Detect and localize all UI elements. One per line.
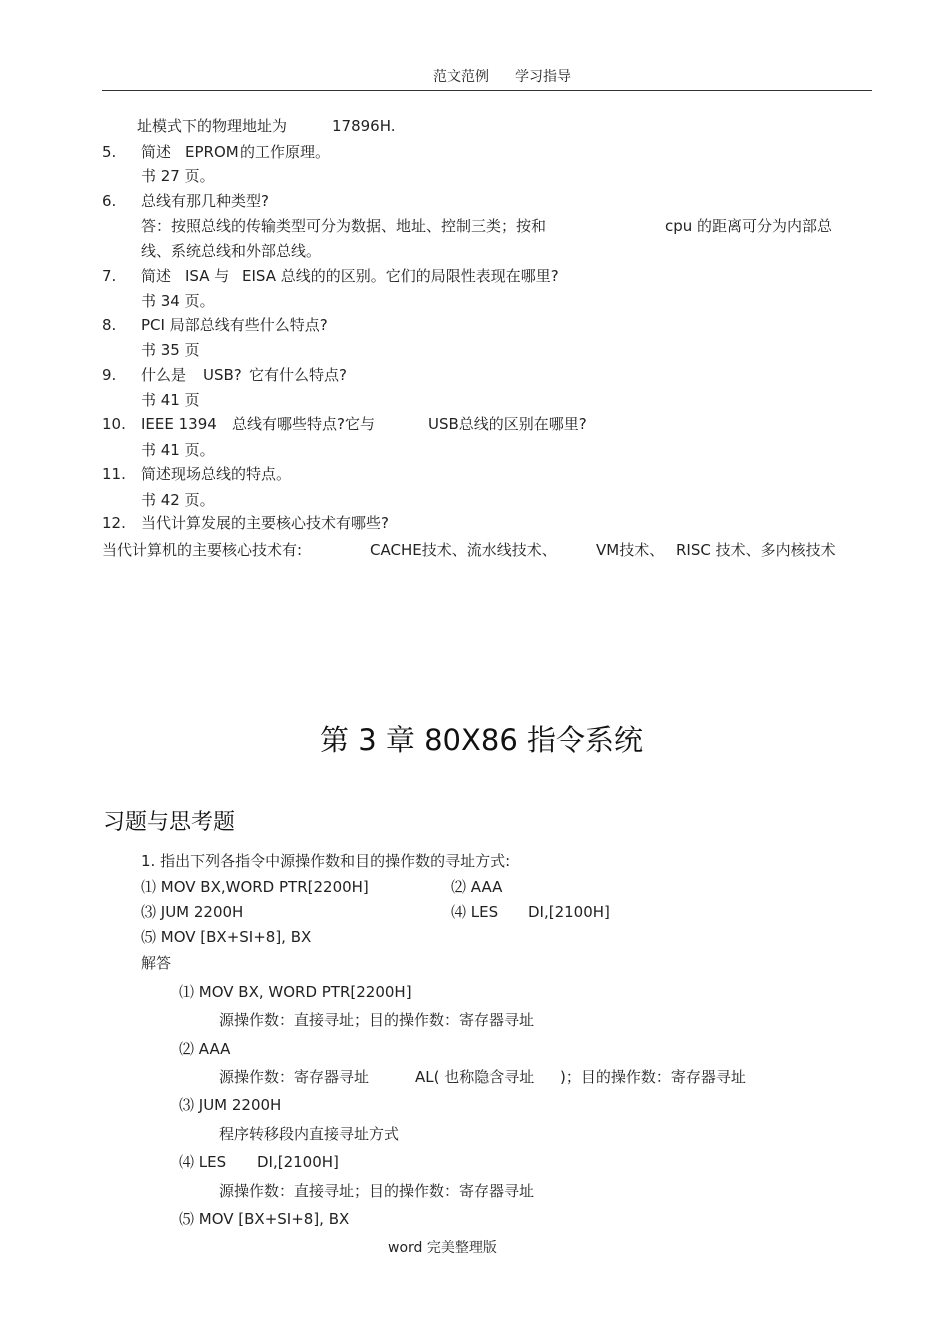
question-number: 11. (102, 465, 126, 483)
answer-text: cpu 的距离可分为内部总 (665, 217, 833, 235)
answer-detail: AL( 也称隐含寻址 (415, 1068, 535, 1086)
instruction-item: ⑸ MOV [BX+SI+8], BX (141, 928, 312, 946)
question-text: 简述现场总线的特点。 (141, 465, 292, 483)
answer-title: ⑶ JUM 2200H (179, 1096, 282, 1114)
core-tech-text: CACHE技术、流水线技术、 (370, 541, 557, 559)
question-text: ISA 与 (185, 267, 230, 285)
answer-title: DI,[2100H] (257, 1153, 339, 1171)
question-text: USB总线的区别在哪里? (428, 415, 587, 433)
answer-title: ⑷ LES (179, 1153, 227, 1171)
core-tech-text: VM技术、 (596, 541, 665, 559)
answer-title: ⑴ MOV BX, WORD PTR[2200H] (179, 983, 412, 1001)
question-number: 9. (102, 366, 117, 384)
instruction-item: ⑴ MOV BX,WORD PTR[2200H] (141, 878, 369, 896)
question-number: 12. (102, 514, 126, 532)
answer-title: ⑵ AAA (179, 1040, 231, 1058)
answer-text: 书 41 页。 (141, 441, 215, 459)
question-number: 5. (102, 143, 117, 161)
footer-text: word 完美整理版 (388, 1240, 497, 1256)
header-rule (102, 90, 872, 91)
answer-detail: 程序转移段内直接寻址方式 (219, 1125, 400, 1143)
chapter-title: 第 3 章 80X86 指令系统 (320, 723, 643, 757)
question-text: EPROM (185, 143, 239, 161)
answer-label: 解答 (141, 954, 172, 972)
question-text: 总线有那几种类型? (141, 192, 269, 210)
answer-text: 线、系统总线和外部总线。 (141, 242, 322, 260)
answer-title: ⑸ MOV [BX+SI+8], BX (179, 1210, 350, 1228)
question-text: 总线有哪些特点?它与 (232, 415, 375, 433)
question-number: 7. (102, 267, 117, 285)
answer-detail: 源操作数：直接寻址；目的操作数：寄存器寻址 (219, 1011, 535, 1029)
question-text: 当代计算发展的主要核心技术有哪些? (141, 514, 389, 532)
question-text: 什么是 (141, 366, 187, 384)
instruction-item: ⑵ AAA (451, 878, 503, 896)
question-number: 6. (102, 192, 117, 210)
question-text: 简述 (141, 143, 172, 161)
answer-text: 答：按照总线的传输类型可分为数据、地址、控制三类；按和 (141, 217, 547, 235)
answer-detail: 源操作数：寄存器寻址 (219, 1068, 370, 1086)
question-number: 10. (102, 415, 126, 433)
answer-detail: 源操作数：直接寻址；目的操作数：寄存器寻址 (219, 1182, 535, 1200)
question-text: 简述 (141, 267, 172, 285)
question-text: 它有什么特点? (249, 366, 347, 384)
answer-text: 书 42 页。 (141, 491, 215, 509)
section-title: 习题与思考题 (103, 810, 236, 835)
answer-text: 书 34 页。 (141, 292, 215, 310)
answer-text: 书 41 页 (141, 391, 200, 409)
answer-text: 书 27 页。 (141, 167, 215, 185)
core-tech-text: 当代计算机的主要核心技术有: (102, 541, 303, 559)
instruction-item: DI,[2100H] (528, 903, 610, 921)
header-right: 学习指导 (515, 69, 571, 85)
question-text: PCI 局部总线有些什么特点? (141, 316, 328, 334)
core-tech-text: RISC 技术、多内核技术 (676, 541, 836, 559)
header-left: 范文范例 (433, 69, 489, 85)
question-text: USB? (203, 366, 242, 384)
answer-detail: )；目的操作数：寄存器寻址 (560, 1068, 746, 1086)
question-text: 的工作原理。 (240, 143, 331, 161)
addr-line-value: 17896H. (332, 117, 396, 135)
instruction-item: ⑶ JUM 2200H (141, 903, 244, 921)
question-number: 8. (102, 316, 117, 334)
exercise-question: 1. 指出下列各指令中源操作数和目的操作数的寻址方式: (141, 852, 511, 870)
question-text: EISA 总线的的区别。它们的局限性表现在哪里? (242, 267, 559, 285)
instruction-item: ⑷ LES (451, 903, 499, 921)
addr-line-text: 址模式下的物理地址为 (137, 117, 288, 135)
question-text: IEEE 1394 (141, 415, 217, 433)
answer-text: 书 35 页 (141, 341, 200, 359)
